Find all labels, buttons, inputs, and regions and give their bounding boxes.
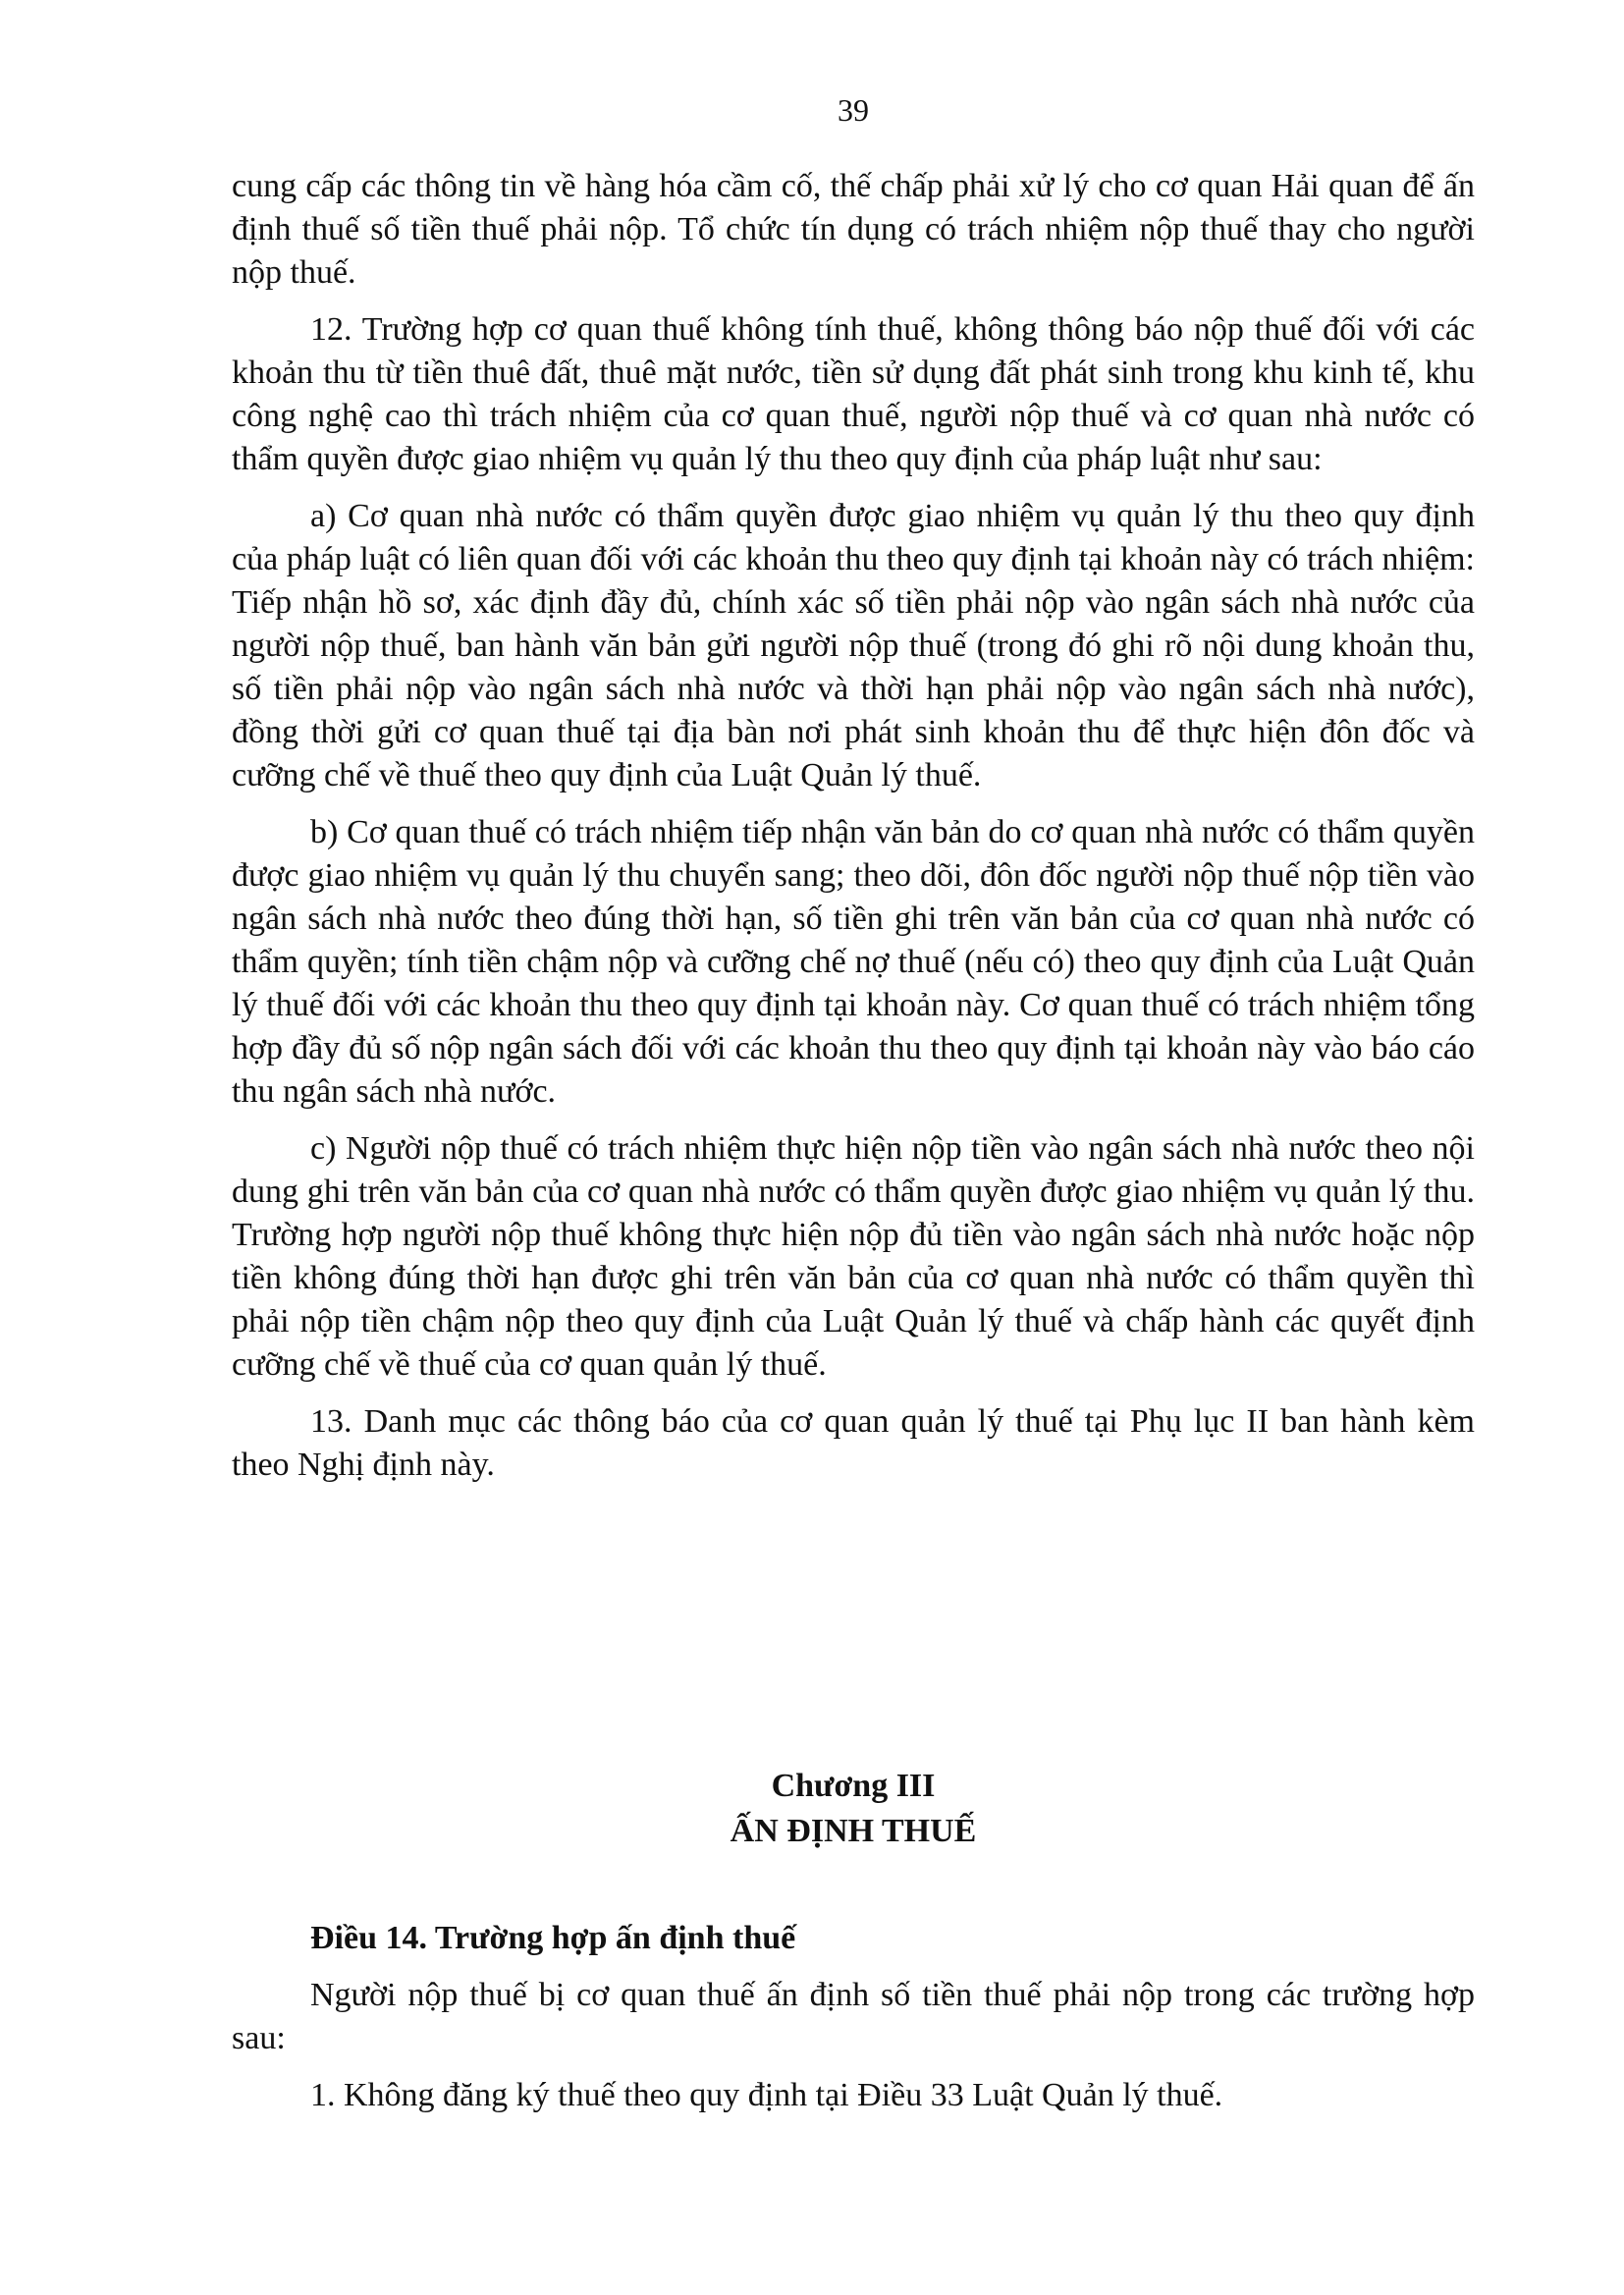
chapter-heading <box>232 1764 1475 1854</box>
paragraph-continuation: cung cấp các thông tin về hàng hóa cầm cố, thế chấp phải xử lý cho cơ quan Hải quan để ấn định thuế số tiền thuế phải nộp. Tổ chức tín dụng có trách nhiệm nộp thuế thay cho người nộp thuế. <box>232 168 1475 291</box>
paragraph-clause-13: 13. Danh mục các thông báo của cơ quan quản lý thuế tại Phụ lục II ban hành kèm theo Nghị định này. <box>232 1403 1475 1483</box>
article-item-1: 1. Không đăng ký thuế theo quy định tại Điều 33 Luật Quản lý thuế. <box>310 2077 1223 2113</box>
paragraph-clause-12: 12. Trường hợp cơ quan thuế không tính thuế, không thông báo nộp thuế đối với các khoản thu từ tiền thuê đất, thuê mặt nước, tiền sử dụng đất phát sinh trong khu kinh tế, khu công nghệ cao thì trách nhiệm của cơ quan thuế, người nộp thuế và cơ quan nhà nước có thẩm quyền được giao nhiệm vụ quản lý thu theo quy định của pháp luật như sau: <box>232 311 1475 477</box>
paragraph-point-b: b) Cơ quan thuế có trách nhiệm tiếp nhận văn bản do cơ quan nhà nước có thẩm quyền được giao nhiệm vụ quản lý thu chuyển sang; theo dõi, đôn đốc người nộp thuế nộp tiền vào ngân sách nhà nước theo đúng thời hạn, số tiền ghi trên văn bản của cơ quan nhà nước có thẩm quyền; tính tiền chậm nộp và cưỡng chế nợ thuế (nếu có) theo quy định của Luật Quản lý thuế đối với các khoản thu theo quy định tại khoản này. Cơ quan thuế có trách nhiệm tổng hợp đầy đủ số nộp ngân sách đối với các khoản thu theo quy định tại khoản này vào báo cáo thu ngân sách nhà nước. <box>232 814 1475 1110</box>
paragraph-point-c: c) Người nộp thuế có trách nhiệm thực hiện nộp tiền vào ngân sách nhà nước theo nội dung ghi trên văn bản của cơ quan nhà nước có thẩm quyền được giao nhiệm vụ quản lý thu. Trường hợp người nộp thuế không thực hiện nộp đủ tiền vào ngân sách nhà nước hoặc nộp tiền không đúng thời hạn được ghi trên văn bản của cơ quan nhà nước có thẩm quyền thì phải nộp tiền chậm nộp theo quy định của Luật Quản lý thuế và chấp hành các quyết định cưỡng chế về thuế của cơ quan quản lý thuế. <box>232 1130 1475 1383</box>
page-number: 39 <box>838 92 869 128</box>
body-text <box>232 165 1475 1501</box>
article-intro: Người nộp thuế bị cơ quan thuế ấn định số tiền thuế phải nộp trong các trường hợp sau: <box>232 1977 1475 2056</box>
chapter-title: ẤN ĐỊNH THUẾ <box>730 1813 977 1849</box>
article-section <box>232 1917 1475 2131</box>
article-title: Điều 14. Trường hợp ấn định thuế <box>310 1920 796 1956</box>
paragraph-point-a: a) Cơ quan nhà nước có thẩm quyền được giao nhiệm vụ quản lý thu theo quy định của pháp luật có liên quan đối với các khoản thu theo quy định tại khoản này có trách nhiệm: Tiếp nhận hồ sơ, xác định đầy đủ, chính xác số tiền phải nộp vào ngân sách nhà nước của người nộp thuế, ban hành văn bản gửi người nộp thuế (trong đó ghi rõ nội dung khoản thu, số tiền phải nộp vào ngân sách nhà nước và thời hạn phải nộp vào ngân sách nhà nước), đồng thời gửi cơ quan thuế tại địa bàn nơi phát sinh khoản thu để thực hiện đôn đốc và cưỡng chế về thuế theo quy định của Luật Quản lý thuế. <box>232 498 1475 793</box>
chapter-number: Chương III <box>771 1768 936 1804</box>
